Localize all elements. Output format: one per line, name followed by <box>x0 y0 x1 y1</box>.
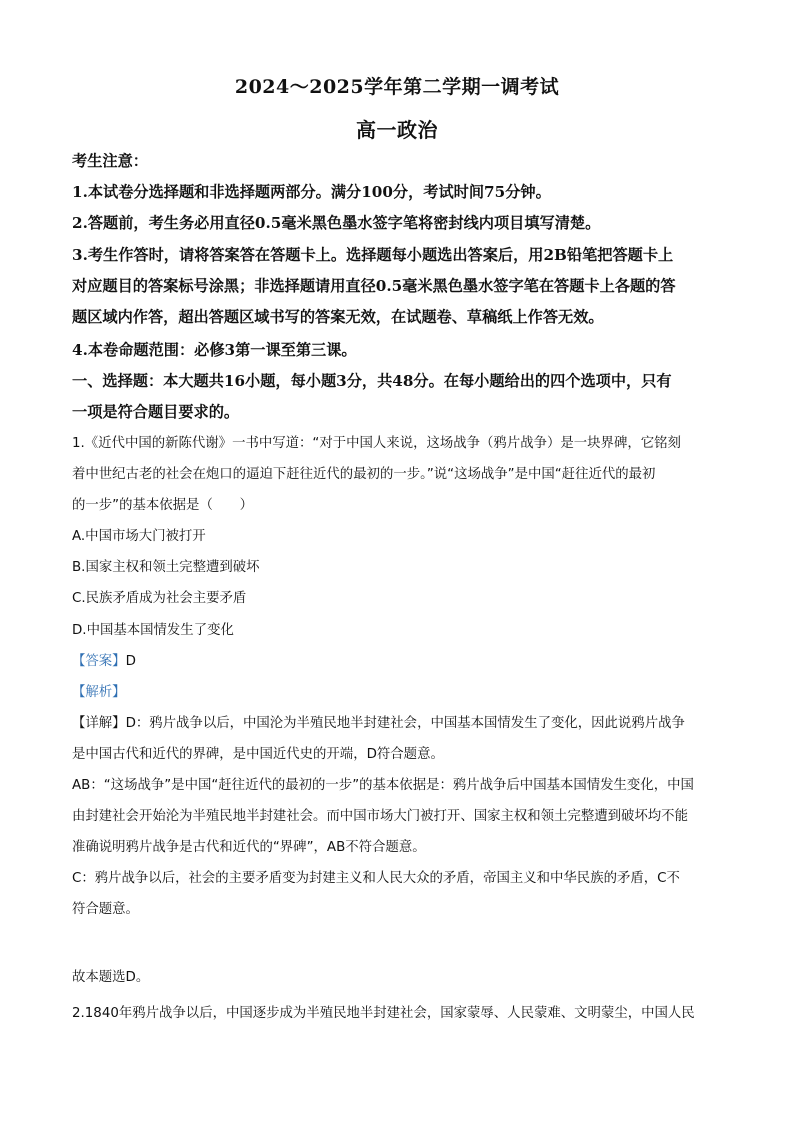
detail-label: 【详解】 <box>72 716 126 731</box>
analysis-line: C：鸦片战争以后，社会的主要矛盾变为封建主义和人民大众的矛盾，帝国主义和中华民族的矛盾，C不 <box>72 871 680 886</box>
section-heading: 一项是符合题目要求的。 <box>72 403 240 421</box>
analysis-line: AB：“这场战争”是中国“赶往近代的最初的一步”的基本依据是：鸦片战争后中国基本国情发生变化，中国 <box>72 778 694 793</box>
analysis-label: 【解析】 <box>72 685 126 700</box>
analysis-text: D：鸦片战争以后，中国沦为半殖民地半封建社会，中国基本国情发生了变化，因此说鸦片战争 <box>125 716 685 731</box>
answer-line <box>72 650 732 669</box>
answer-label: 【答案】 <box>72 654 126 669</box>
option-a: A.中国市场大门被打开 <box>72 529 206 544</box>
notice-heading: 考生注意： <box>72 152 148 170</box>
question-stem: 1.《近代中国的新陈代谢》一书中写道：“对于中国人来说，这场战争（鸦片战争）是一块界碑，它铭刻 <box>72 436 681 451</box>
exam-title: 2024～2025学年第二学期一调考试 <box>234 76 560 98</box>
section-heading: 一、选择题：本大题共16小题，每小题3分，共48分。在每小题给出的四个选项中，只有 <box>72 372 672 390</box>
question-stem: 的一步”的基本依据是（ ） <box>72 498 254 513</box>
exam-subject: 高一政治 <box>356 118 438 142</box>
conclusion: 故本题选D。 <box>72 970 150 985</box>
question-stem: 2.1840年鸦片战争以后，中国逐步成为半殖民地半封建社会，国家蒙辱、人民蒙难、文明蒙尘，中国人民 <box>72 1006 695 1021</box>
analysis-line: 准确说明鸦片战争是古代和近代的“界碑”，AB不符合题意。 <box>72 840 426 855</box>
notice-line: 1.本试卷分选择题和非选择题两部分。满分100分，考试时间75分钟。 <box>72 183 551 201</box>
option-c: C.民族矛盾成为社会主要矛盾 <box>72 591 247 606</box>
notice-line: 2.答题前，考生务必用直径0.5毫米黑色墨水签字笔将密封线内项目填写清楚。 <box>72 214 601 232</box>
answer-value: D <box>125 654 136 669</box>
analysis-line: 是中国古代和近代的界碑，是中国近代史的开端，D符合题意。 <box>72 747 444 762</box>
analysis-line: 由封建社会开始沦为半殖民地半封建社会。而中国市场大门被打开、国家主权和领土完整遭到破坏均不能 <box>72 809 688 824</box>
notice-line: 4.本卷命题范围：必修3第一课至第三课。 <box>72 341 357 359</box>
option-d: D.中国基本国情发生了变化 <box>72 623 234 638</box>
option-b: B.国家主权和领土完整遭到破坏 <box>72 560 260 575</box>
notice-line: 对应题目的答案标号涂黑；非选择题请用直径0.5毫米黑色墨水签字笔在答题卡上各题的答 <box>72 277 676 295</box>
notice-line: 题区域内作答，超出答题区域书写的答案无效，在试题卷、草稿纸上作答无效。 <box>72 308 604 326</box>
question-stem: 着中世纪古老的社会在炮口的逼迫下赶往近代的最初的一步。”说“这场战争”是中国“赶往近代的最初 <box>72 467 656 482</box>
analysis-line <box>72 712 732 731</box>
analysis-line: 符合题意。 <box>72 902 139 917</box>
notice-line: 3.考生作答时，请将答案答在答题卡上。选择题每小题选出答案后，用2B铅笔把答题卡上 <box>72 246 674 264</box>
